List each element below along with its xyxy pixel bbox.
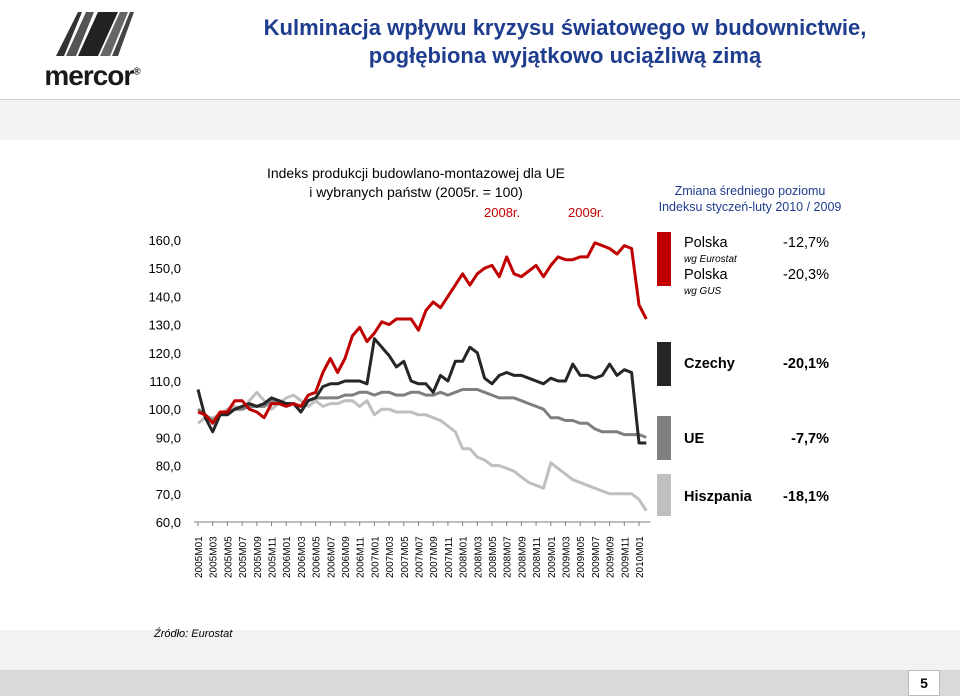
page-number: 5 — [908, 670, 940, 696]
y-tick-label: 100,0 — [148, 402, 181, 418]
legend-color-bar — [657, 474, 671, 516]
legend-value: -20,3% — [783, 267, 829, 283]
y-tick-label: 70,0 — [155, 486, 181, 502]
x-tick-label: 2006M11 — [355, 537, 367, 578]
x-tick-label: 2007M11 — [443, 537, 455, 578]
footer — [0, 670, 960, 696]
legend-color-bar — [657, 342, 671, 386]
legend-sublabel: wg GUS — [684, 286, 722, 297]
right-title-line-2: Indeksu styczeń-luty 2010 / 2009 — [658, 200, 842, 214]
logo-wordmark: mercor® — [44, 60, 140, 91]
legend-color-bar — [657, 416, 671, 460]
x-tick-label: 2008M07 — [502, 536, 514, 578]
chart-title-line-1: Indeks produkcji budowlano-montazowej dla UE — [266, 165, 566, 181]
x-tick-label: 2007M07 — [414, 536, 426, 578]
x-tick-label: 2009M09 — [605, 536, 617, 578]
legend-value: -12,7% — [783, 235, 829, 251]
x-tick-label: 2006M03 — [296, 536, 308, 578]
x-tick-label: 2008M05 — [488, 536, 499, 578]
x-tick-label: 2006M09 — [341, 536, 352, 578]
legend-label: Polska — [684, 267, 728, 283]
legend-value: -7,7% — [791, 431, 829, 447]
x-tick-label: 2005M03 — [208, 536, 220, 578]
legend-label: Hiszpania — [684, 489, 752, 505]
y-tick-label: 90,0 — [155, 430, 181, 446]
y-tick-label: 130,0 — [148, 317, 181, 333]
x-tick-label: 2005M07 — [238, 536, 250, 578]
x-axis — [194, 522, 650, 578]
right-panel-legend — [657, 232, 829, 516]
y-tick-label: 150,0 — [148, 261, 181, 277]
x-tick-label: 2007M03 — [385, 536, 397, 578]
x-tick-label: 2006M05 — [311, 536, 323, 578]
marker-2008-label: 2008r. — [484, 205, 521, 220]
legend-label: Czechy — [684, 356, 735, 372]
title-line-1: Kulminacja wpływu kryzysu światowego w budownictwie, — [263, 15, 867, 40]
series-line-czechy — [198, 339, 646, 443]
x-tick-label: 2005M01 — [194, 536, 205, 578]
y-tick-label: 160,0 — [148, 233, 181, 248]
x-tick-label: 2006M01 — [282, 536, 294, 578]
title-line-2: pogłębiona wyjątkowo uciążliwą zimą — [368, 43, 762, 68]
x-tick-label: 2009M11 — [620, 537, 632, 578]
series-line-hiszpania — [198, 392, 646, 510]
x-tick-label: 2008M03 — [473, 536, 485, 578]
x-tick-label: 2005M11 — [267, 537, 279, 578]
legend-value: -20,1% — [783, 356, 829, 372]
source-note: Źródło: Eurostat — [154, 628, 233, 640]
legend-sublabel: wg Eurostat — [684, 254, 737, 265]
legend-value: -18,1% — [783, 489, 829, 505]
x-tick-label: 2005M05 — [223, 536, 235, 578]
x-tick-label: 2009M01 — [546, 536, 558, 578]
chart-title-line-2: i wybranych państw (2005r. = 100) — [309, 184, 523, 200]
x-tick-label: 2009M07 — [590, 536, 602, 578]
series-line-polska — [198, 243, 646, 423]
y-tick-label: 140,0 — [148, 289, 181, 305]
x-tick-label: 2005M09 — [252, 536, 264, 578]
x-tick-label: 2007M01 — [370, 536, 382, 578]
x-tick-label: 2009M03 — [561, 536, 573, 578]
x-tick-label: 2008M09 — [517, 536, 529, 578]
legend-color-bar — [657, 232, 671, 286]
x-tick-label: 2007M09 — [429, 536, 441, 578]
x-tick-label: 2008M11 — [532, 537, 544, 578]
marker-2009-label: 2009r. — [568, 205, 605, 220]
y-tick-label: 120,0 — [148, 345, 181, 361]
x-tick-label: 2008M01 — [458, 536, 470, 578]
x-tick-label: 2007M05 — [399, 536, 411, 578]
x-tick-label: 2009M05 — [576, 536, 588, 578]
y-tick-label: 110,0 — [149, 374, 181, 389]
x-tick-label: 2010M01 — [635, 536, 646, 578]
x-tick-label: 2006M07 — [326, 536, 338, 578]
y-axis — [148, 233, 181, 530]
right-title-line-1: Zmiana średniego poziomu — [674, 184, 826, 198]
series-lines — [198, 243, 646, 511]
legend-label: Polska — [684, 235, 728, 251]
y-tick-label: 80,0 — [155, 458, 181, 474]
legend-label: UE — [684, 431, 705, 447]
y-tick-label: 60,0 — [155, 515, 181, 530]
